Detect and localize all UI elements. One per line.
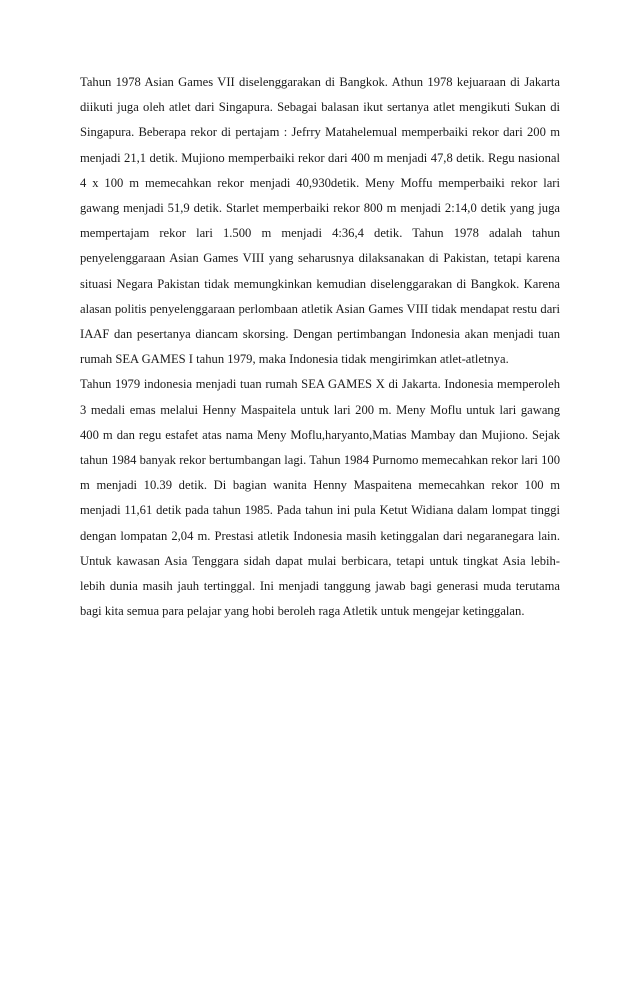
paragraph-1: Tahun 1978 Asian Games VII diselenggarakan di Bangkok. Athun 1978 kejuaraan di Jakarta diikuti juga oleh atlet dari Singapura. Sebagai balasan ikut sertanya atlet mengikuti Sukan di Singapura. Beberapa rekor di pertajam : Jefrry Matahelemual memperbaiki rekor dari 200 m menjadi 21,1 detik. Mujiono memperbaiki rekor dari 400 m menjadi 47,8 detik. Regu nasional 4 x 100 m memecahkan rekor menjadi 40,930detik. Meny Moffu memperbaiki rekor lari gawang menjadi 51,9 detik. Starlet memperbaiki rekor 800 m menjadi 2:14,0 detik yang juga mempertajam rekor lari 1.500 m menjadi 4:36,4 detik. Tahun 1978 adalah tahun penyelenggaraan Asian Games VIII yang seharusnya dilaksanakan di Pakistan, tetapi karena situasi Negara Pakistan tidak memungkinkan kemudian diselenggarakan di Bangkok. Karena alasan politis penyelenggaraan perlombaan atletik Asian Games VIII tidak mendapat restu dari IAAF dan pesertanya diancam skorsing. Dengan pertimbangan Indonesia akan menjadi tuan rumah SEA GAMES I tahun 1979, maka Indonesia tidak mengirimkan atlet-atletnya. bbox=[80, 75, 560, 367]
document-body bbox=[80, 70, 560, 624]
paragraph-2: Tahun 1979 indonesia menjadi tuan rumah SEA GAMES X di Jakarta. Indonesia memperoleh 3 medali emas melalui Henny Maspaitela untuk lari 200 m. Meny Moflu untuk lari gawang 400 m dan regu estafet atas nama Meny Moflu,haryanto,Matias Mambay dan Mujiono. Sejak tahun 1984 banyak rekor bertumbangan lagi. Tahun 1984 Purnomo memecahkan rekor lari 100 m menjadi 10.39 detik. Di bagian wanita Henny Maspaitena memecahkan rekor 100 m menjadi 11,61 detik pada tahun 1985. Pada tahun ini pula Ketut Widiana dalam lompat tinggi dengan lompatan 2,04 m. Prestasi atletik Indonesia masih ketinggalan dari negaranegara lain. Untuk kawasan Asia Tenggara sidah dapat mulai berbicara, tetapi untuk tingkat Asia lebih-lebih dunia masih jauh tertinggal. Ini menjadi tanggung jawab bagi generasi muda terutama bagi kita semua para pelajar yang hobi beroleh raga Atletik untuk mengejar ketinggalan. bbox=[80, 377, 560, 619]
